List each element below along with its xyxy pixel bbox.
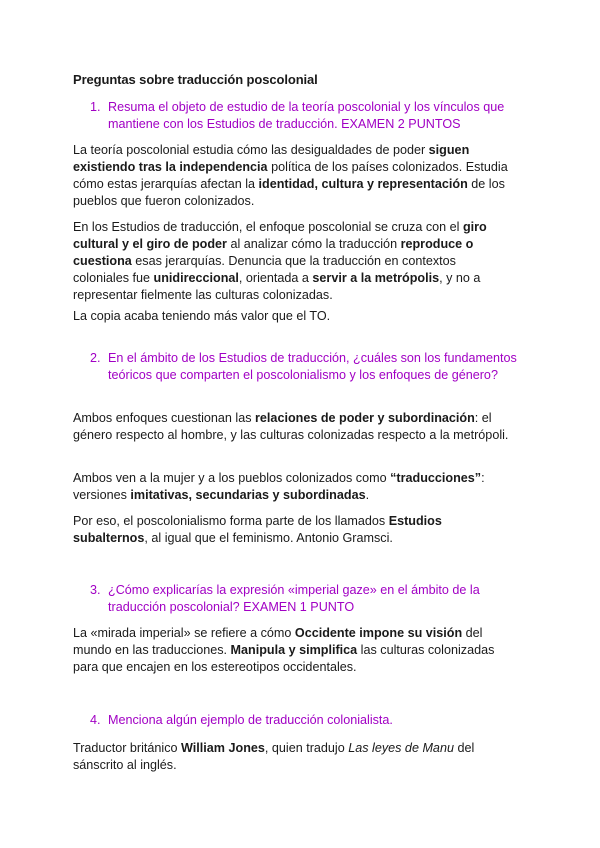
text-run: En los Estudios de traducción, el enfoque poscolonial se cruza con el xyxy=(73,220,463,234)
text-run: La teoría poscolonial estudia cómo las desigualdades de poder xyxy=(73,143,429,157)
answer-paragraph xyxy=(73,308,513,325)
bold-text: Manipula y simplifica xyxy=(230,643,358,657)
question-4 xyxy=(90,712,530,729)
text-run: , orientada a xyxy=(238,271,313,285)
answer-paragraph xyxy=(73,470,513,504)
text-run: : versiones xyxy=(73,471,485,502)
question-number: 4. xyxy=(90,713,101,727)
bold-text: Occidente impone su visión xyxy=(294,626,463,640)
question-number: 1. xyxy=(90,100,101,114)
question-text: Resuma el objeto de estudio de la teoría poscolonial y los vínculos que mantiene con los Estudios de traducción. EXAMEN 2 PUNTOS xyxy=(108,100,505,131)
answer-paragraph xyxy=(73,625,513,676)
bold-text: “traducciones” xyxy=(390,471,482,485)
bold-text: identidad, cultura y representación xyxy=(258,177,468,191)
bold-text: unidireccional xyxy=(153,271,239,285)
text-run: del sánscrito al inglés. xyxy=(73,741,475,772)
text-run: : el género respecto al hombre, y las culturas colonizadas respecto a la metrópoli. xyxy=(73,411,509,442)
question-text: Menciona algún ejemplo de traducción colonialista. xyxy=(108,713,393,727)
text-run: del mundo en las traducciones. xyxy=(73,626,483,657)
text-run: , quien tradujo xyxy=(264,741,349,755)
bold-text: imitativas, secundarias y subordinadas xyxy=(130,488,366,502)
text-run: , y no a representar fielmente las culturas colonizadas. xyxy=(73,271,481,302)
text-run: de los pueblos que fueron colonizados. xyxy=(73,177,505,208)
question-number: 2. xyxy=(90,351,101,365)
question-text: ¿Cómo explicarías la expresión «imperial gaze» en el ámbito de la traducción poscolonial? EXAMEN 1 PUNTO xyxy=(108,583,480,614)
bold-text: siguen existiendo tras la independencia xyxy=(73,143,470,174)
text-run: las culturas colonizadas para que encajen en los estereotipos occidentales. xyxy=(73,643,495,674)
question-2 xyxy=(90,350,530,384)
bold-text: servir a la metrópolis xyxy=(312,271,440,285)
question-text: En el ámbito de los Estudios de traducción, ¿cuáles son los fundamentos teóricos que comparten el poscolonialismo y los enfoques de género? xyxy=(108,351,517,382)
text-run: esas jerarquías. Denuncia que la traducción en contextos coloniales fue xyxy=(73,254,456,285)
text-run: Ambos ven a la mujer y a los pueblos colonizados como xyxy=(73,471,391,485)
bold-text: giro cultural y el giro de poder xyxy=(73,220,487,251)
answer-paragraph xyxy=(73,219,513,304)
text-run: política de los países colonizados. Estudia cómo estas jerarquías afectan la xyxy=(73,160,508,191)
answer-paragraph xyxy=(73,740,513,774)
bold-text: Estudios subalternos xyxy=(73,514,442,545)
answer-paragraph xyxy=(73,513,513,547)
question-1 xyxy=(90,99,530,133)
text-run: La copia acaba teniendo más valor que el TO. xyxy=(73,309,331,323)
italic-text: Las leyes de Manu xyxy=(348,741,454,755)
bold-text: William Jones xyxy=(181,741,265,755)
text-run: al analizar cómo la traducción xyxy=(226,237,401,251)
document-title: Preguntas sobre traducción poscolonial xyxy=(73,72,318,87)
bold-text: reproduce o cuestiona xyxy=(73,237,474,268)
text-run: La «mirada imperial» se refiere a cómo xyxy=(73,626,295,640)
text-run: , al igual que el feminismo. Antonio Gramsci. xyxy=(144,531,393,545)
text-run: Por eso, el poscolonialismo forma parte de los llamados xyxy=(73,514,389,528)
question-3 xyxy=(90,582,530,616)
bold-text: relaciones de poder y subordinación xyxy=(255,411,475,425)
question-number: 3. xyxy=(90,583,101,597)
text-run: Ambos enfoques cuestionan las xyxy=(73,411,256,425)
text-run: Traductor británico xyxy=(73,741,182,755)
answer-paragraph xyxy=(73,410,513,444)
answer-paragraph xyxy=(73,142,513,210)
text-run: . xyxy=(365,488,370,502)
